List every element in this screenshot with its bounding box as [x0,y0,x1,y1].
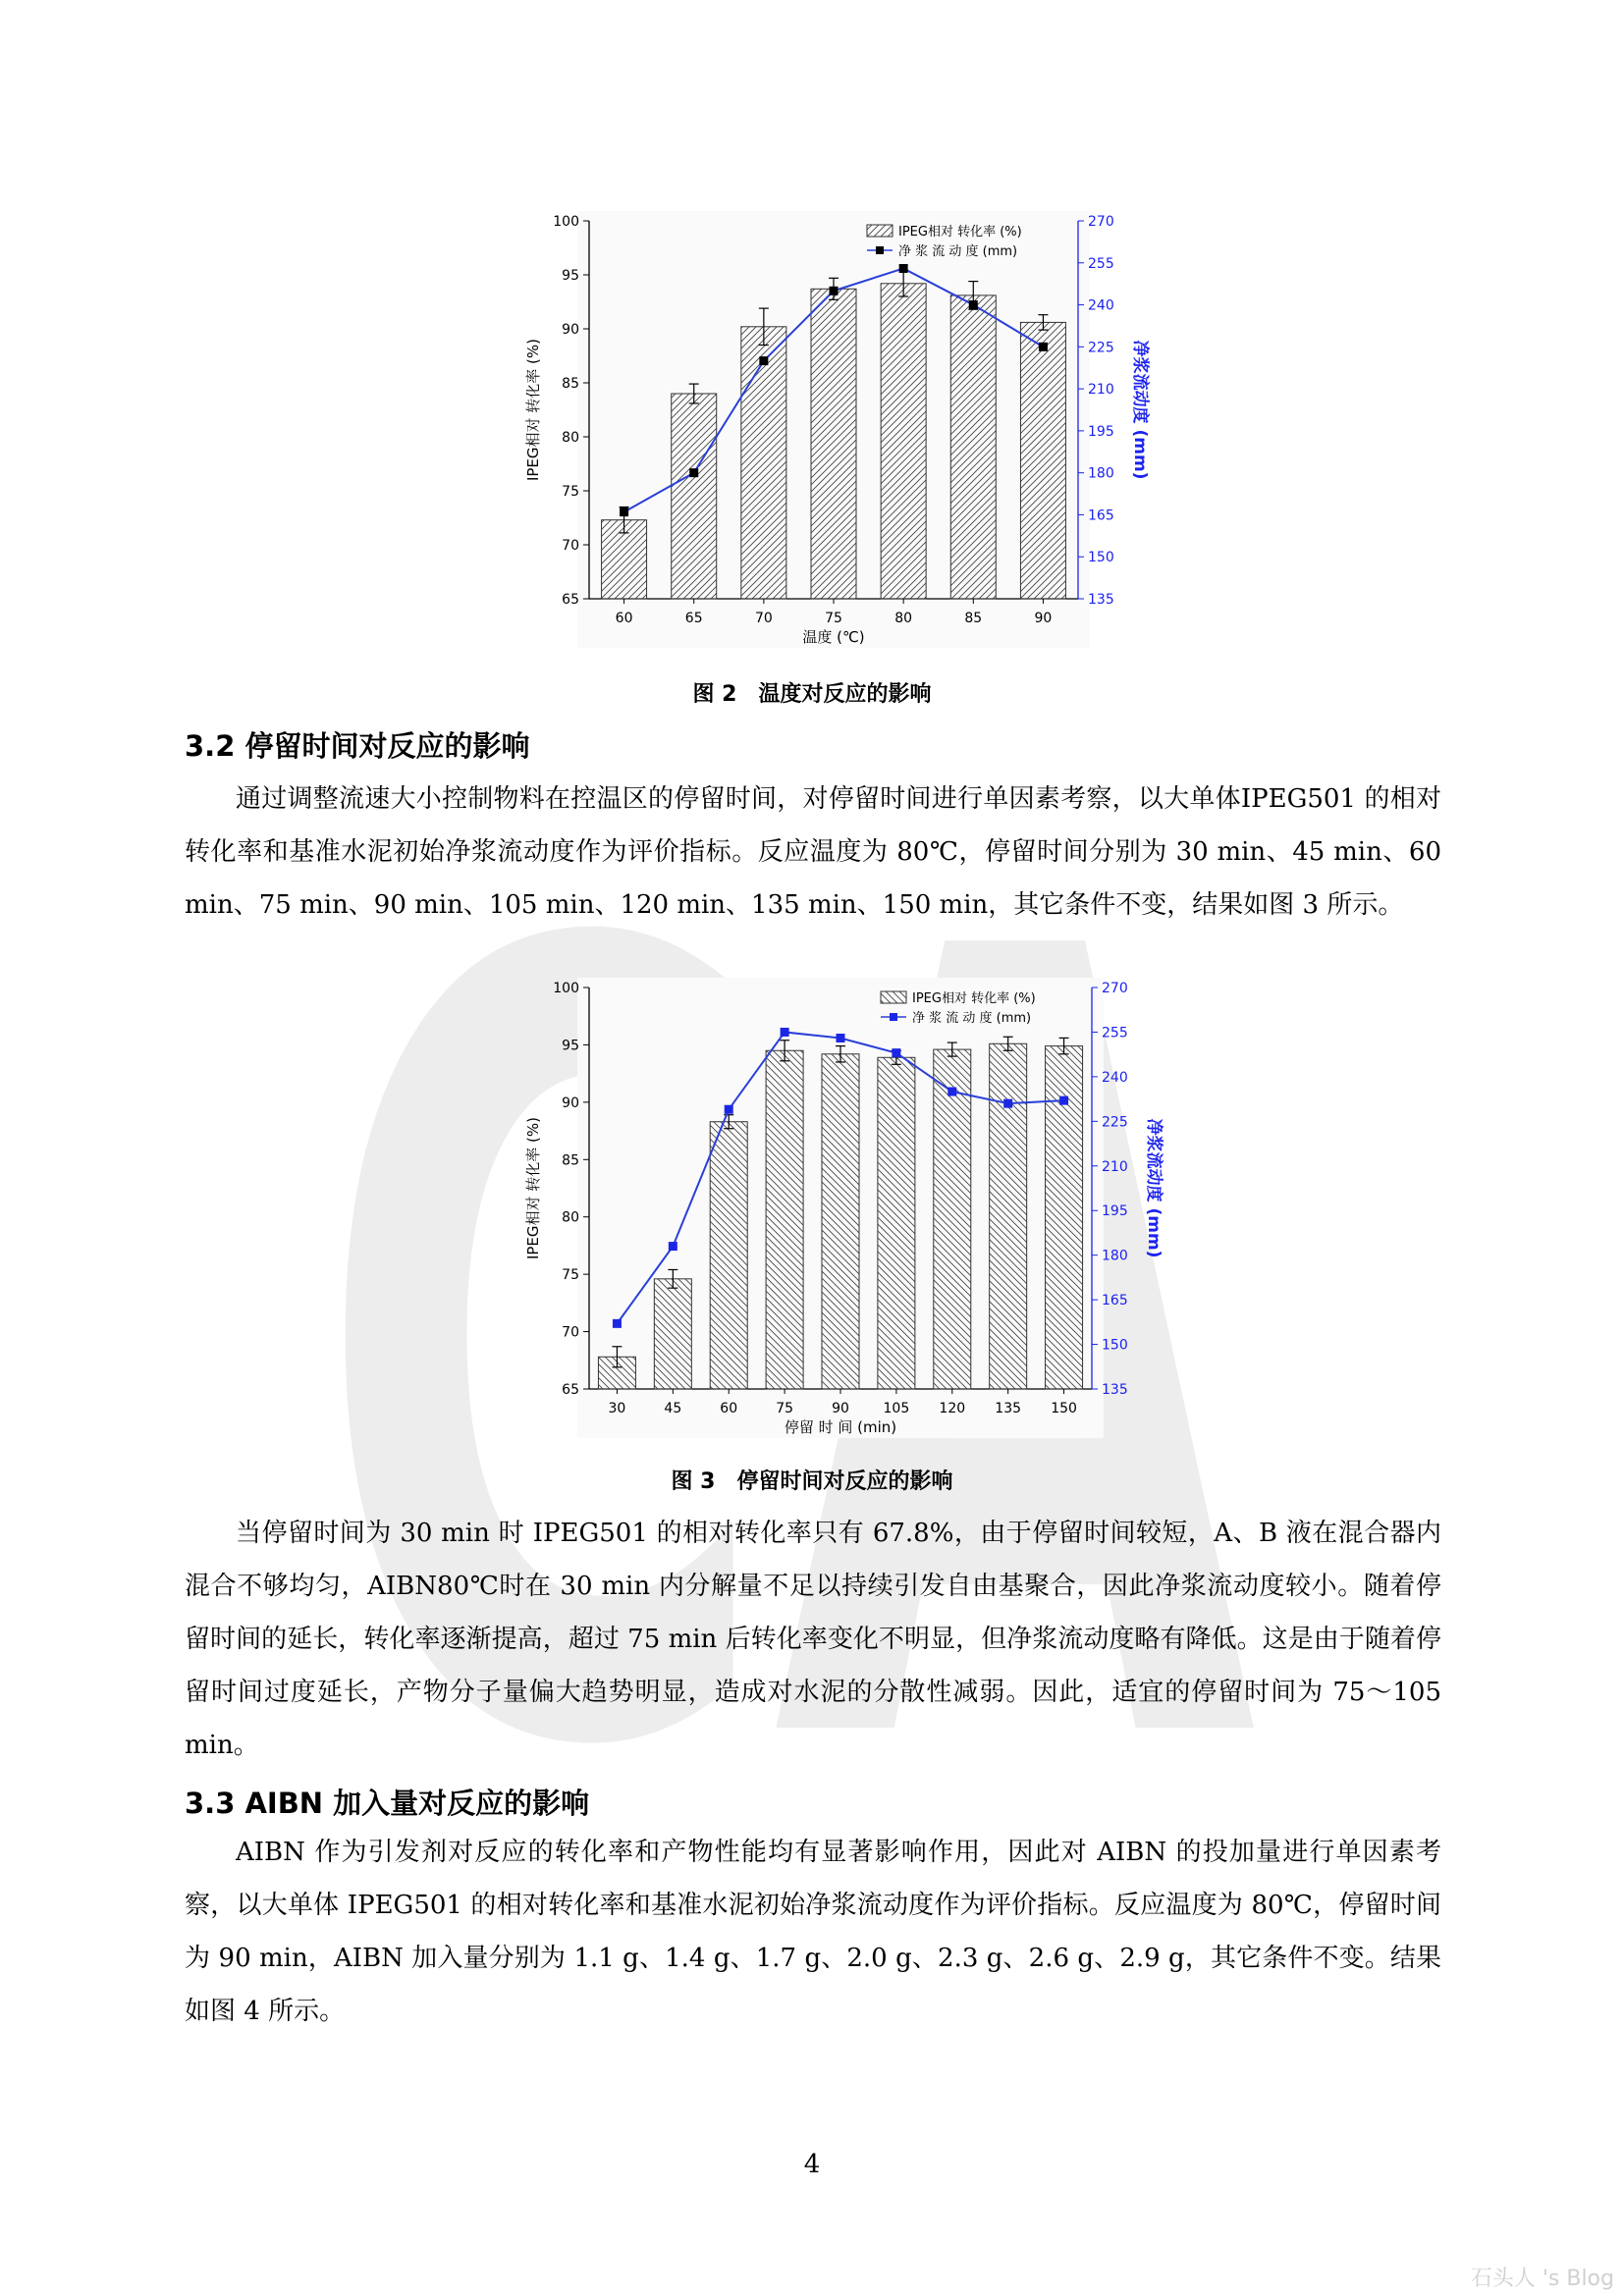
y-axis-label: IPEG相对 转化率 (%) [524,338,542,482]
y-tick-label: 80 [562,430,579,446]
y2-tick-label: 240 [1088,297,1114,314]
x-tick-label: 80 [894,611,913,626]
y2-tick-label: 135 [1102,1382,1128,1398]
y2-tick-label: 255 [1088,255,1114,272]
figure-2 [0,196,1624,658]
x-tick-label: 120 [939,1401,966,1416]
legend-line-marker [890,1013,897,1021]
y-axis-label: IPEG相对 转化率 (%) [524,1116,542,1260]
x-tick-label: 75 [776,1401,794,1416]
flow-point [837,1034,845,1042]
y-tick-label: 75 [562,1267,579,1284]
x-tick-label: 60 [615,611,633,626]
y-tick-label: 95 [562,1038,579,1054]
bar [881,284,926,599]
figure-3-chart [0,972,1624,1453]
y2-tick-label: 150 [1102,1337,1128,1354]
y2-tick-label: 180 [1102,1248,1128,1264]
bar [950,295,996,599]
y-tick-label: 75 [562,484,579,500]
bar [934,1049,971,1389]
flow-point [759,356,768,365]
figure-3 [0,972,1624,1453]
flow-point [620,507,628,516]
y2-axis-label: 净浆流动度 (mm) [1130,340,1150,480]
x-tick-label: 135 [995,1401,1022,1416]
legend-bar-label: IPEG相对 转化率 (%) [898,225,1022,240]
x-tick-label: 30 [608,1401,626,1416]
bar [654,1279,691,1389]
section-3-2-paragraph: 通过调整流速大小控制物料在控温区的停留时间，对停留时间进行单因素考察，以大单体IPEG501 的相对转化率和基准水泥初始净浆流动度作为评价指标。反应温度为 80℃，停留时间分别为 30 min、45 min、60 min、75 min、90 min、105 min、120 min、135 min、150 min，其它条件不变，结果如图 3 所示。 [185,784,1441,920]
x-tick-label: 85 [964,611,983,626]
bar [811,289,856,599]
y2-tick-label: 210 [1102,1158,1128,1175]
y2-tick-label: 150 [1088,550,1114,566]
bar [990,1043,1027,1389]
figure-2-caption: 图 2 温度对反应的影响 [692,682,932,707]
x-tick-label: 60 [720,1401,738,1416]
flow-point [669,1242,677,1251]
y-tick-label: 65 [562,592,579,608]
flow-point [725,1105,733,1114]
flow-point [781,1028,789,1037]
y-tick-label: 70 [562,1324,579,1341]
y2-tick-label: 180 [1088,465,1114,482]
x-tick-label: 90 [832,1401,849,1416]
legend-bar-label: IPEG相对 转化率 (%) [912,991,1036,1006]
y-tick-label: 80 [562,1209,579,1226]
x-axis-label: 温度 (℃) [802,628,865,646]
page-number: 4 [803,2150,821,2179]
section-3-2-heading: 3.2 停留时间对反应的影响 [185,729,530,763]
y2-tick-label: 210 [1088,382,1114,399]
legend-line-label: 净 浆 流 动 度 (mm) [898,244,1018,259]
y-tick-label: 85 [562,376,579,392]
y2-axis-label: 净浆流动度 (mm) [1144,1118,1164,1258]
y2-tick-label: 240 [1102,1069,1128,1086]
flow-point [1039,343,1048,351]
flow-point [947,1088,956,1096]
y-tick-label: 65 [562,1382,579,1398]
flow-point [892,1048,900,1057]
y2-tick-label: 270 [1088,214,1114,230]
section-3-3-heading: 3.3 AIBN 加入量对反应的影响 [185,1787,590,1820]
y-tick-label: 90 [562,1095,579,1111]
y-tick-label: 100 [553,981,579,996]
flow-point [969,300,978,309]
x-tick-label: 75 [825,611,842,626]
y2-tick-label: 135 [1088,592,1114,608]
flow-point [689,468,698,477]
corner-mark: 石头人 's Blog [1470,2267,1614,2291]
x-tick-label: 70 [754,611,773,626]
section-3-3-paragraph: AIBN 作为引发剂对反应的转化率和产物性能均有显著影响作用，因此对 AIBN 的投加量进行单因素考察，以大单体 IPEG501 的相对转化率和基准水泥初始净浆流动度作为评价指标。反应温度为 80℃，停留时间为 90 min，AIBN 加入量分别为 1.1 g、1.4 g、1.7 g、2.0 g、2.3 g、2.6 g、2.9 g，其它条件不变。结果如图 4 所示。 [185,1838,1441,2026]
x-tick-label: 105 [883,1401,910,1416]
y-tick-label: 90 [562,322,579,338]
bar [710,1122,747,1389]
y2-tick-label: 255 [1102,1025,1128,1041]
y-tick-label: 100 [553,214,579,230]
flow-point [1003,1099,1012,1108]
bar [766,1050,803,1389]
legend-line-marker [876,246,884,254]
legend-bar-swatch [867,225,893,237]
x-tick-label: 90 [1034,611,1053,626]
bar [822,1054,859,1389]
x-tick-label: 65 [684,611,703,626]
figure-3-caption: 图 3 停留时间对反应的影响 [671,1469,953,1494]
y2-tick-label: 225 [1102,1114,1128,1131]
discussion-paragraph: 当停留时间为 30 min 时 IPEG501 的相对转化率只有 67.8%，由于停留时间较短，A、B 液在混合器内混合不够均匀，AIBN80℃时在 30 min 内分解量不足以持续引发自由基聚合，因此净浆流动度较小。随着停留时间的延长，转化率逐渐提高，超过 75 min 后转化率变化不明显，但净浆流动度略有降低。这是由于随着停留时间过度延长，产物分子量偏大趋势明显，造成对水泥的分散性减弱。因此，适宜的停留时间为 75～105 min。 [185,1519,1441,1760]
y2-tick-label: 165 [1102,1293,1128,1309]
y2-tick-label: 195 [1088,423,1114,440]
legend-line-label: 净 浆 流 动 度 (mm) [912,1011,1032,1026]
x-tick-label: 150 [1051,1401,1077,1416]
bar [878,1057,915,1389]
flow-point [899,264,908,273]
bar [1020,322,1065,599]
legend-bar-swatch [881,991,906,1003]
figure-2-chart [0,196,1624,658]
flow-point [613,1319,622,1328]
x-axis-label: 停留 时 间 (min) [784,1418,897,1436]
y2-tick-label: 270 [1102,981,1128,996]
bar [741,327,786,599]
flow-point [830,287,839,295]
x-tick-label: 45 [664,1401,682,1416]
y-tick-label: 85 [562,1152,579,1169]
y2-tick-label: 195 [1102,1203,1128,1220]
y-tick-label: 95 [562,268,579,284]
y2-tick-label: 165 [1088,507,1114,524]
bar [672,394,717,599]
flow-point [1059,1096,1068,1105]
y2-tick-label: 225 [1088,340,1114,356]
y-tick-label: 70 [562,538,579,554]
